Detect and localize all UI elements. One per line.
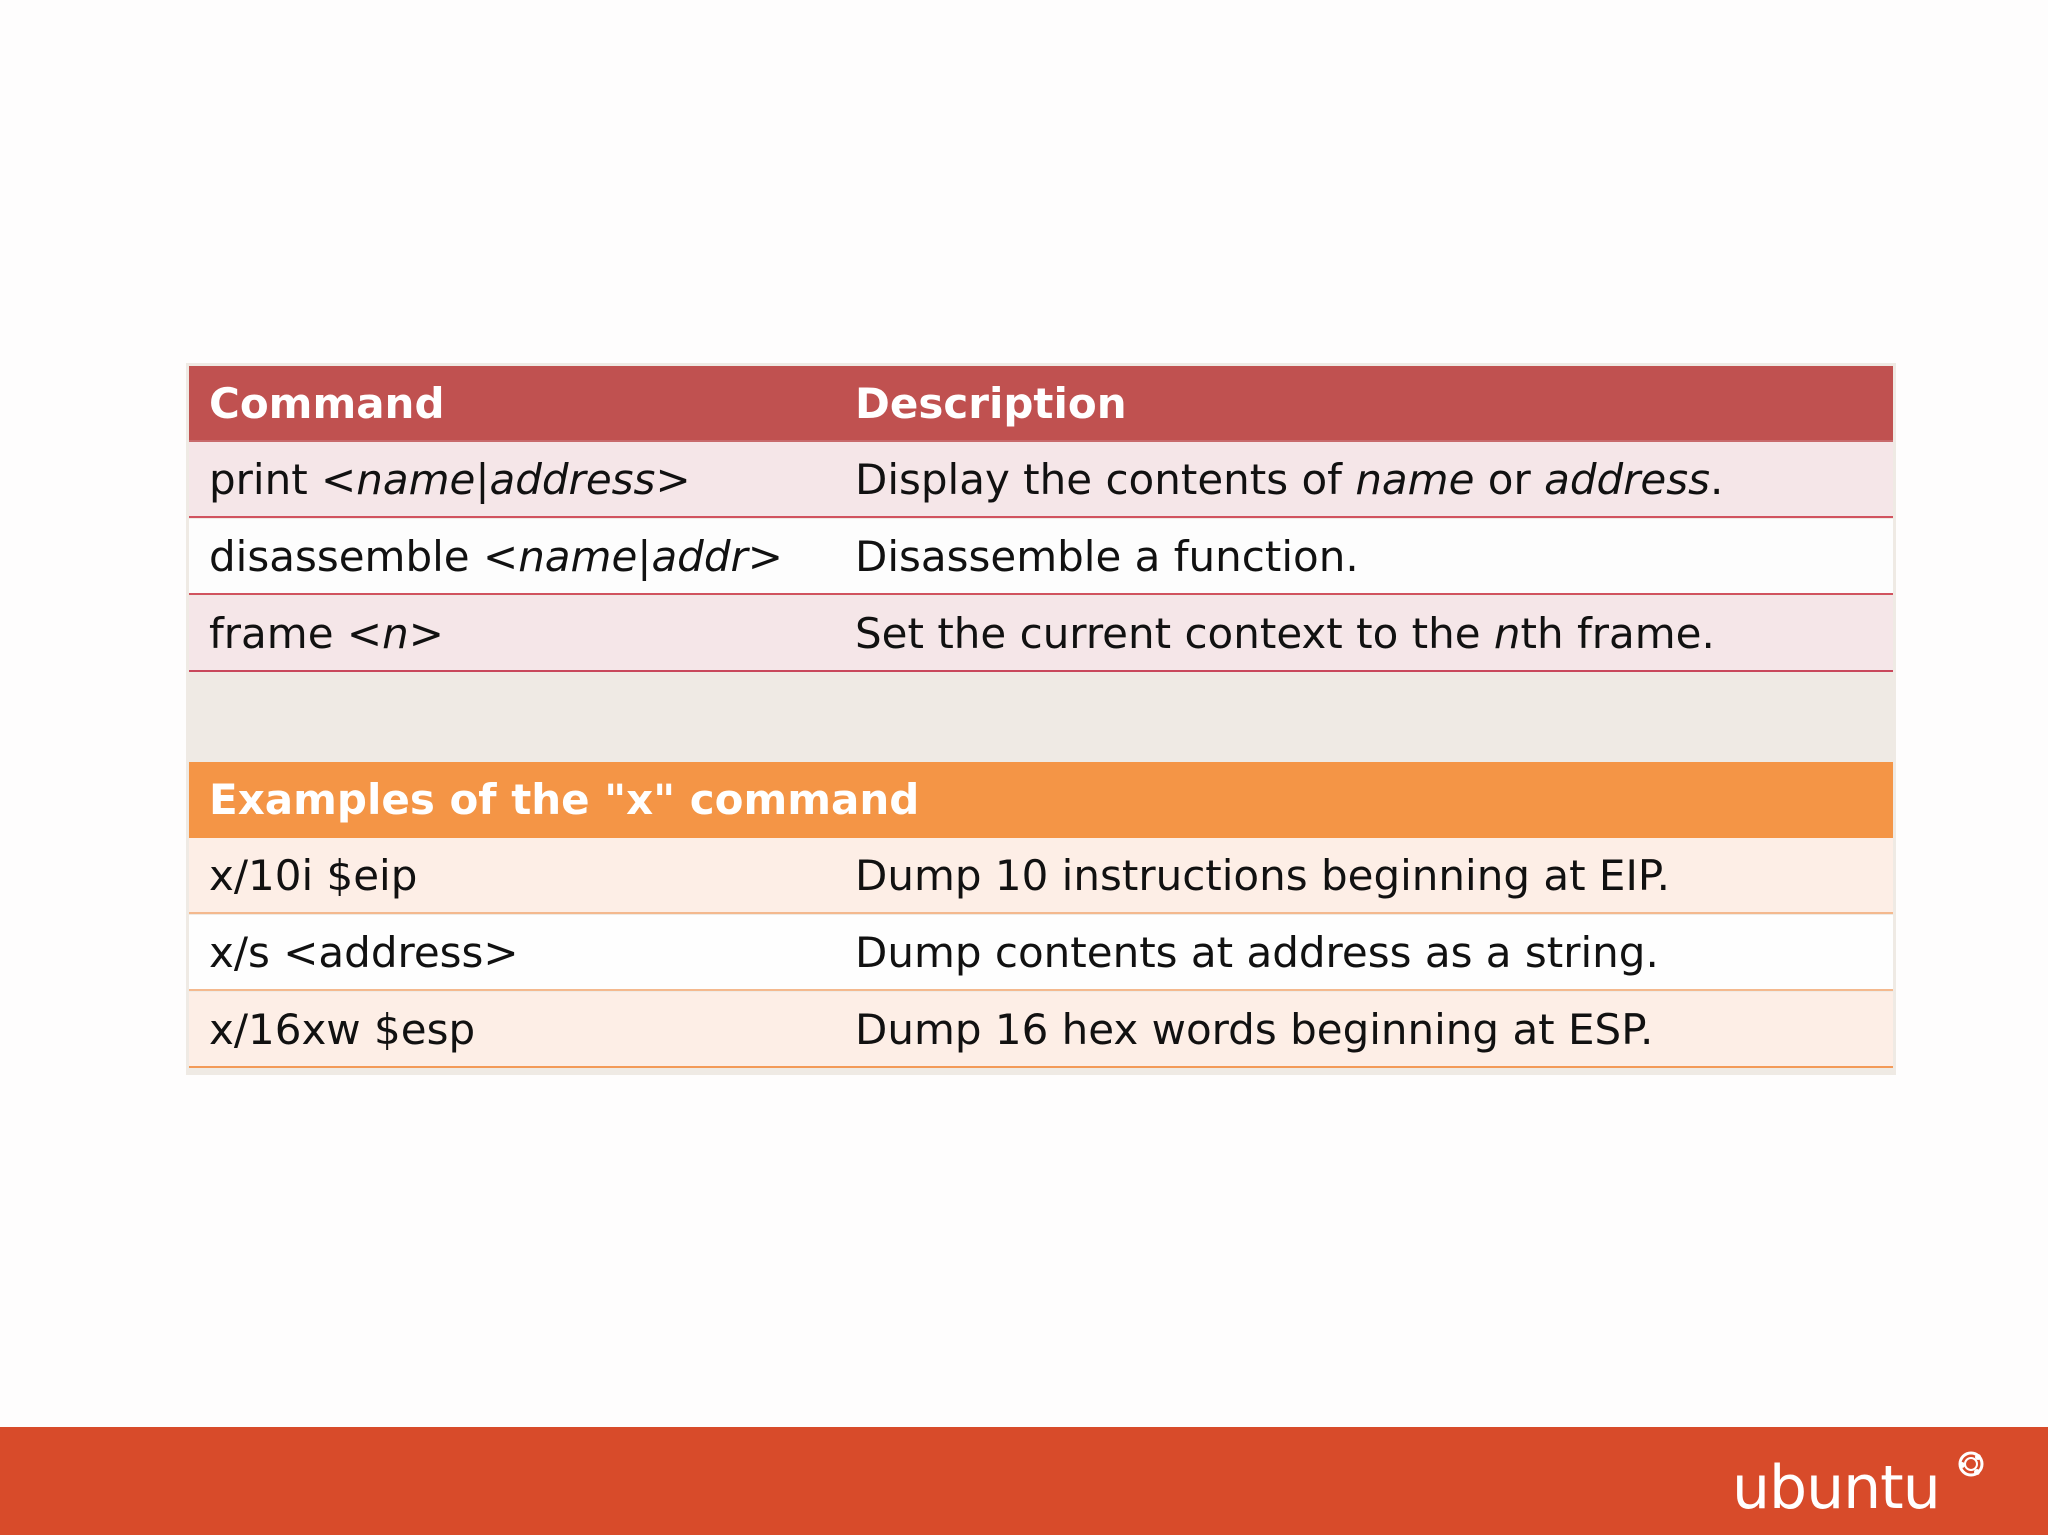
x-command-title: Examples of the "x" command [209,775,920,824]
description-cell: Disassemble a function. [855,532,1359,581]
table-row [189,915,1893,991]
circle-of-friends-icon [1958,1451,1984,1477]
table-row [189,442,1893,518]
header-description: Description [855,379,1127,428]
table-row [189,519,1893,595]
command-cell [209,442,691,518]
table-row [189,596,1893,672]
description-cell [855,442,1723,518]
command-arg: name|address [356,455,656,504]
commands-table-header [189,366,1893,442]
command-text: frame < [209,609,383,658]
description-cell [855,596,1715,672]
description-text-end: . [1710,455,1724,504]
description-text: Display the contents of [855,455,1356,504]
command-text: disassemble < [209,532,519,581]
description-text: Set the current context to the [855,609,1494,658]
command-cell: x/s <address> [209,928,519,977]
command-cell: x/10i $eip [209,851,418,900]
description-arg-2: address [1544,455,1711,504]
description-cell: Dump 16 hex words beginning at ESP. [855,1005,1654,1054]
description-text-end: th frame. [1520,609,1715,658]
description-text-mid: or [1474,455,1545,504]
description-cell: Dump contents at address as a string. [855,928,1659,977]
command-arg: name|addr [518,532,748,581]
ubuntu-logo-text: ubuntu [1732,1453,1940,1523]
table-row [189,838,1893,914]
description-arg: name [1355,455,1475,504]
command-cell [209,596,444,672]
command-text-end: > [655,455,691,504]
command-cell: x/16xw $esp [209,1005,476,1054]
command-text-end: > [747,532,783,581]
description-cell: Dump 10 instructions beginning at EIP. [855,851,1670,900]
header-command: Command [209,379,445,428]
command-text: print < [209,455,357,504]
command-cell [209,519,783,595]
description-arg: n [1493,609,1521,658]
table-row [189,992,1893,1068]
x-command-table-header [189,762,1893,838]
command-arg: n [382,609,409,658]
command-text-end: > [408,609,444,658]
command-reference-tables [186,363,1896,1075]
